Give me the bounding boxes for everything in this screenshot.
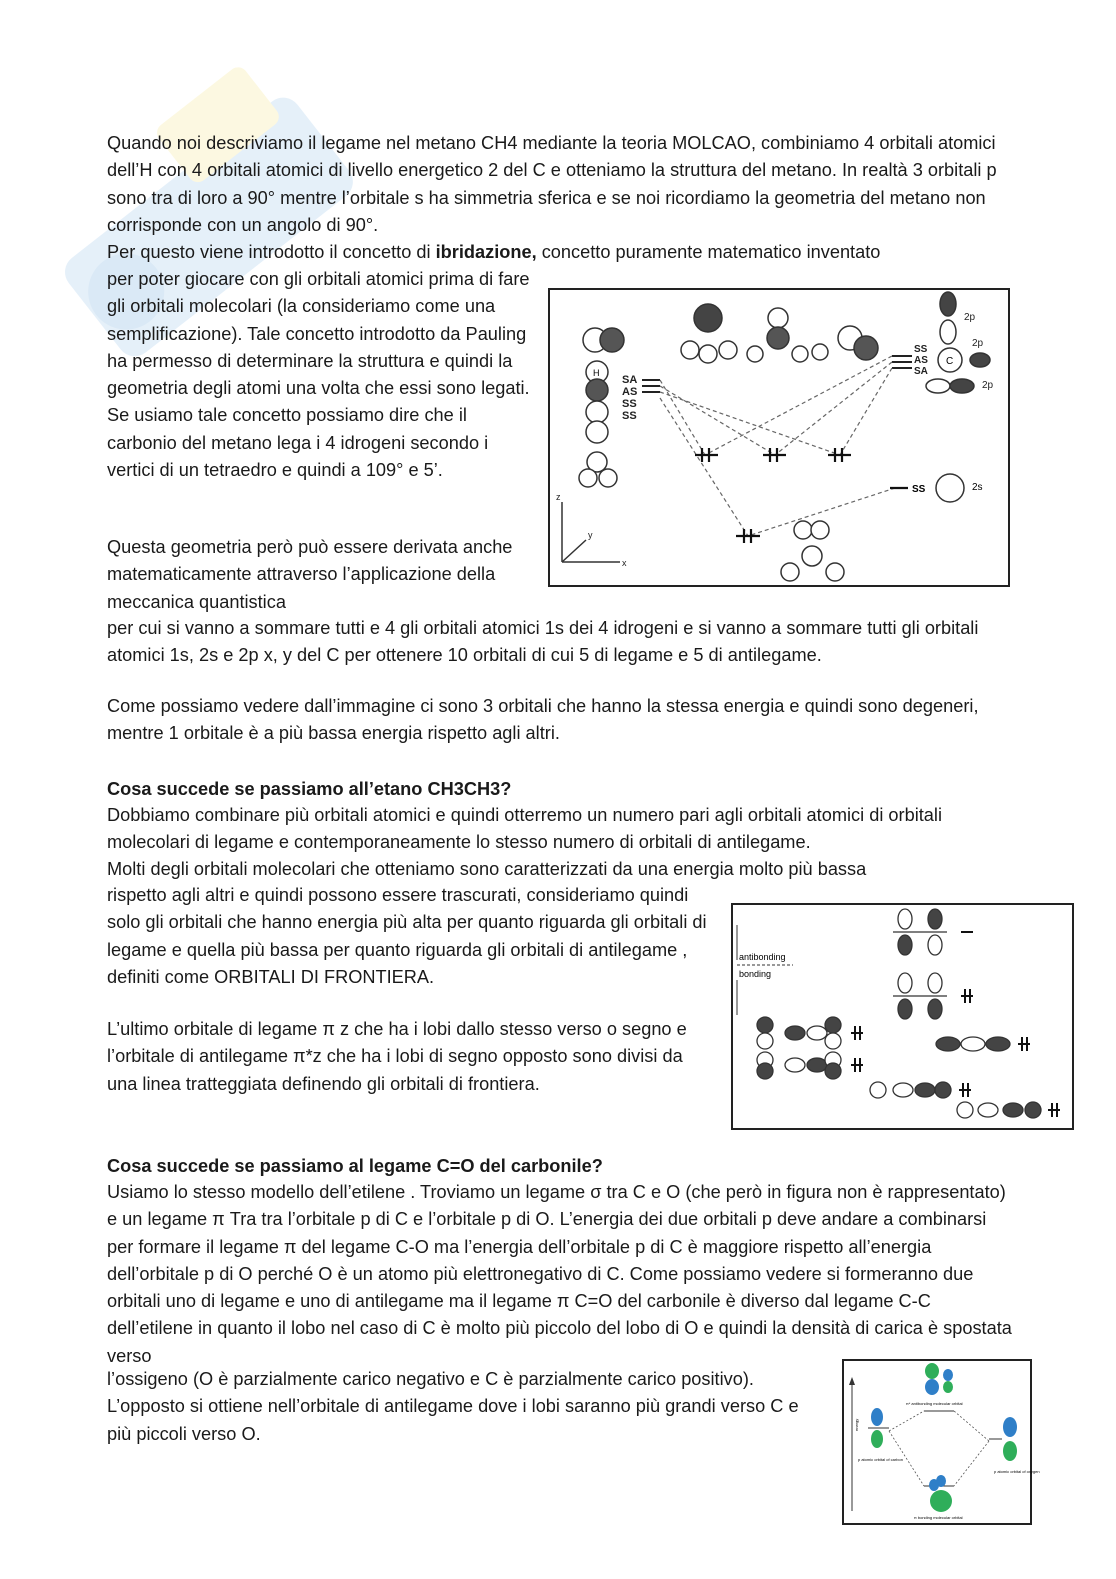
right-label-ss: SS: [914, 344, 928, 355]
pi-antibonding-label: π* antibonding molecular orbital: [906, 1401, 963, 1406]
p-carbon-label: p atomic orbital of carbon: [858, 1457, 903, 1462]
axis-z-label: z: [556, 492, 561, 502]
left-label-ss-2: SS: [622, 410, 637, 422]
energy-axis-label: energy: [854, 1418, 859, 1431]
carbonyl-pi-mo-diagram: [842, 1359, 1040, 1525]
heading-ethane: Cosa succede se passiamo all’etano CH3CH3?: [107, 779, 512, 799]
atom-h-label: H: [593, 368, 600, 378]
antibonding-label: antibonding: [739, 952, 786, 962]
left-label-as: AS: [622, 386, 638, 398]
label-2px: 2p: [982, 380, 994, 391]
paragraph-intro-3a: Questa geometria però può essere derivata anche matematicamente attraverso l’applicazione della meccanica quantistica: [107, 537, 513, 612]
heading-carbonyl: Cosa succede se passiamo al legame C=O del carbonile?: [107, 1156, 603, 1176]
top-mo-pictures: [681, 304, 878, 363]
left-label-ss-1: SS: [622, 398, 637, 410]
text: Per questo viene introdotto il concetto di: [107, 242, 436, 262]
paragraph-intro-2c: per poter giocare con gli orbitali atomici prima di fare gli orbitali molecolari (la consideriamo come una semplificazione). Tale concetto introdotto da Pauling ha permesso di determinare la struttura e quindi la geometria degli atomi una volta che essi sono legati. Se usiamo tale concetto possiamo dire che il carbonio del metano lega i 4 idrogeni secondo i vertici di un tetraedro e quindi a 109° e 5’.: [107, 269, 530, 481]
atom-c-label: C: [946, 356, 954, 367]
label-2pz: 2p: [964, 312, 976, 323]
methane-mo-diagram: [548, 288, 1010, 587]
paragraph-ethane-1: Dobbiamo combinare più orbitali atomici e quindi otterremo un numero pari agli orbitali atomici di orbitali molecolari di legame e contemporaneamente lo stesso numero di orbitali di antilegame.: [107, 805, 943, 853]
right-label-sa: SA: [914, 366, 928, 377]
paragraph-ethane-2b: rispetto agli altri e quindi possono essere trascurati, consideriamo quindi solo gli orbitali che hanno energia più alta per quanto riguarda gli orbitali di legame e quella più bassa per quanto riguarda gli orbitali di antilegame , definiti come ORBITALI DI FRONTIERA.: [107, 885, 707, 987]
right-label-as: AS: [914, 355, 928, 366]
ethane-frontier-orbitals-diagram: [731, 903, 1074, 1130]
label-2s: 2s: [972, 482, 983, 493]
bonding-label: bonding: [739, 969, 772, 979]
label-ss-2s: SS: [912, 484, 926, 495]
bold-term: ibridazione,: [435, 242, 537, 262]
paragraph-carbonyl-2: l’ossigeno (O è parzialmente carico negativo e C è parzialmente carico positivo). L’opposto si ottiene nell’orbitale di antilegame dove i lobi saranno più grandi verso C e più piccoli verso O.: [107, 1369, 799, 1444]
paragraph-intro-3b: per cui si vanno a sommare tutti e 4 gli orbitali atomici 1s dei 4 idrogeni e si vanno a sommare tutti gli orbitali atomici 1s, 2s e 2p x, y del C per ottenere 10 orbitali di cui 5 di legame e 5 di antilegame.: [107, 618, 979, 666]
text: concetto puramente matematico inventato: [536, 242, 881, 262]
left-mo-pictures: [579, 328, 624, 487]
paragraph-intro-1: Quando noi descriviamo il legame nel metano CH4 mediante la teoria MOLCAO, combiniamo 4 orbitali atomici dell’H con 4 orbitali atomici di livello energetico 2 del C e otteniamo la struttura del metano. In realtà 3 orbitali p sono tra di loro a 90° mentre l’orbitale s ha simmetria sferica e se noi ricordiamo la geometria del metano non corrisponde con un angolo di 90°.: [107, 133, 997, 235]
paragraph-carbonyl-1: Usiamo lo stesso modello dell’etilene . Troviamo un legame σ tra C e O (che però in figura non è rappresentato) e un legame π Tra tra l’orbitale p di C e l’orbitale p di O. L’energia dei due orbitali p deve andare a combinarsi per formare il legame π del legame C-O ma l’energia dell’orbitale p di C è maggiore rispetto all’energia dell’orbitale p di O perché O è un atomo più elettronegativo di C. Come possiamo vedere si formeranno due orbitali uno di legame e uno di antilegame ma il legame π C=O del carbonile è diverso dal legame C-C dell’etilene in quanto il lobo nel caso di C è molto più piccolo del lobo di O e quindi la densità di carica è spostata verso: [107, 1182, 1012, 1366]
paragraph-ethane-2a: Molti degli orbitali molecolari che otteniamo sono caratterizzati da una energia molto più bassa: [107, 859, 867, 879]
paragraph-intro-4: Come possiamo vedere dall’immagine ci sono 3 orbitali che hanno la stessa energia e quindi sono degeneri, mentre 1 orbitale è a più bassa energia rispetto agli altri.: [107, 696, 979, 744]
left-label-sa: SA: [622, 374, 638, 386]
p-oxygen-label: p atomic orbital of oxygen: [994, 1469, 1040, 1474]
axis-y-label: y: [588, 530, 593, 540]
paragraph-ethane-3: L’ultimo orbitale di legame π z che ha i lobi dallo stesso verso o segno e l’orbitale di antilegame π*z che ha i lobi di segno opposto sono divisi da una linea tratteggiata definendo gli orbitali di frontiera.: [107, 1019, 687, 1094]
pi-bonding-label: π bonding molecular orbital: [914, 1515, 963, 1520]
axis-x-label: x: [622, 558, 627, 568]
paragraph-intro-2a: [107, 239, 1012, 266]
label-2py: 2p: [972, 338, 984, 349]
